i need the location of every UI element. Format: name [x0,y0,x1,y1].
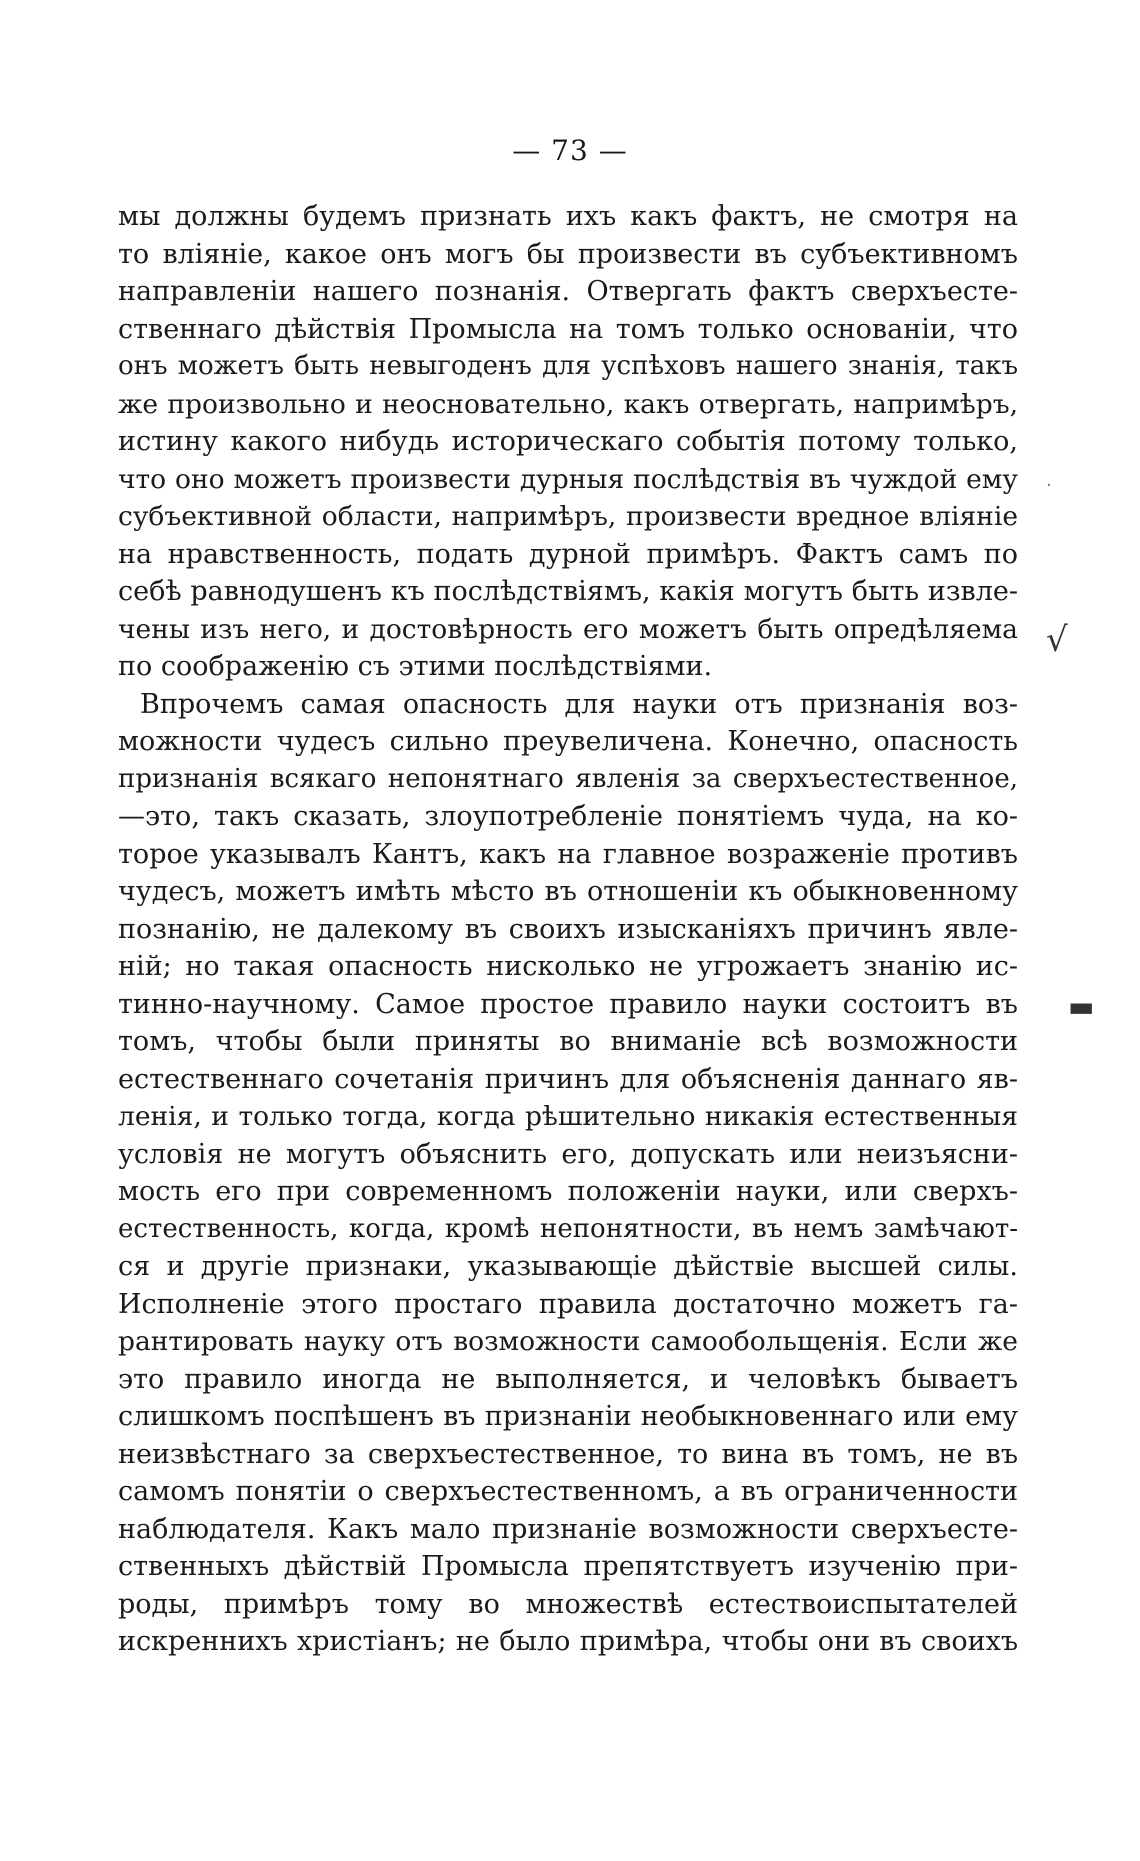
text-line: слишкомъ поспѣшенъ въ признаніи необыкновеннаго или ему [118,1401,1018,1432]
margin-dash-mark: ▬ [1068,990,1095,1023]
text-line: мость его при современномъ положеніи науки, или сверхъ- [118,1176,1018,1207]
text-line: же произвольно и неосновательно, какъ отвергать, напримѣръ, [118,388,1018,420]
text-line: естественнаго сочетанія причинъ для объясненія даннаго яв- [118,1063,1018,1095]
text-line: ся и другіе признаки, указывающіе дѣйствіе высшей силы. [118,1251,1018,1282]
body-text [118,198,1018,1661]
text-line: естественность, когда, кромѣ непонятности, въ немъ замѣчают- [118,1213,1018,1244]
text-line: искреннихъ христіанъ; не было примѣра, чтобы они въ своихъ [118,1626,1018,1657]
text-line: томъ, чтобы были приняты во вниманіе всѣ возможности [118,1026,1018,1057]
margin-check-mark: √ [1046,620,1068,660]
text-line: ленія, и только тогда, когда рѣшительно никакія естественныя [118,1101,1018,1132]
text-line: ственнаго дѣйствія Промысла на томъ только основаніи, что [118,313,1018,345]
text-line: что оно можетъ произвести дурныя послѣдствія въ чуждой ему [118,463,1018,495]
text-line: онъ можетъ быть невыгоденъ для успѣховъ нашего знанія, такъ [118,351,1018,381]
text-line: признанія всякаго непонятнаго явленія за сверхъестественное, [118,763,1018,794]
text-line: субъективной области, напримѣръ, произвести вредное вліяніе [118,501,1018,532]
text-line: —это, такъ сказать, злоупотребленіе понятіемъ чуда, на ко- [118,801,1018,832]
text-line: Впрочемъ самая опасность для науки отъ признанія воз- [140,688,1018,720]
text-line: Исполненіе этого простаго правила достаточно можетъ га- [118,1288,1018,1320]
text-line: самомъ понятіи о сверхъестественномъ, а въ ограниченности [118,1476,1018,1507]
text-line: чены изъ него, и достовѣрность его можетъ быть опредѣляема [118,613,1018,645]
text-line: познанію, не далекому въ своихъ изысканіяхъ причинъ явле- [118,913,1018,945]
text-line: это правило иногда не выполняется, и человѣкъ бываетъ [118,1363,1018,1395]
text-line: тинно-научному. Самое простое правило науки состоитъ въ [118,988,1018,1020]
margin-dot-mark: · [1046,475,1052,496]
text-line: роды, примѣръ тому во множествѣ естествоиспытателей [118,1588,1018,1620]
text-line: на нравственность, подать дурной примѣръ. Фактъ самъ по [118,538,1018,570]
text-line: наблюдателя. Какъ мало признаніе возможности сверхъесте- [118,1513,1018,1545]
text-line: можности чудесъ сильно преувеличена. Конечно, опасность [118,726,1018,757]
text-line: чудесъ, можетъ имѣть мѣсто въ отношеніи къ обыкновенному [118,876,1018,907]
text-line: то вліяніе, какое онъ могъ бы произвести въ субъективномъ [118,238,1018,270]
page-number: — 73 — [512,134,628,167]
text-line: неизвѣстнаго за сверхъестественное, то вина въ томъ, не въ [118,1438,1018,1470]
text-line: ній; но такая опасность нисколько не угрожаетъ знанію ис- [118,951,1018,982]
text-line: мы должны будемъ признать ихъ какъ фактъ, не смотря на [118,201,1018,232]
text-line: рантировать науку отъ возможности самообольщенія. Если же [118,1326,1018,1357]
text-line: себѣ равнодушенъ къ послѣдствіямъ, какія могутъ быть извле- [118,576,1018,607]
text-line: условія не могутъ объяснить его, допускать или неизъясни- [118,1138,1018,1170]
text-line: направленіи нашего познанія. Отвергать фактъ сверхъесте- [118,276,1018,307]
text-line: по соображенію съ этими послѣдствіями. [118,651,713,682]
text-line: ственныхъ дѣйствій Промысла препятствуетъ изученію при- [118,1551,1018,1582]
text-line: торое указывалъ Кантъ, какъ на главное возраженіе противъ [118,838,1018,870]
text-line: истину какого нибудь историческаго событія потому только, [118,426,1018,457]
